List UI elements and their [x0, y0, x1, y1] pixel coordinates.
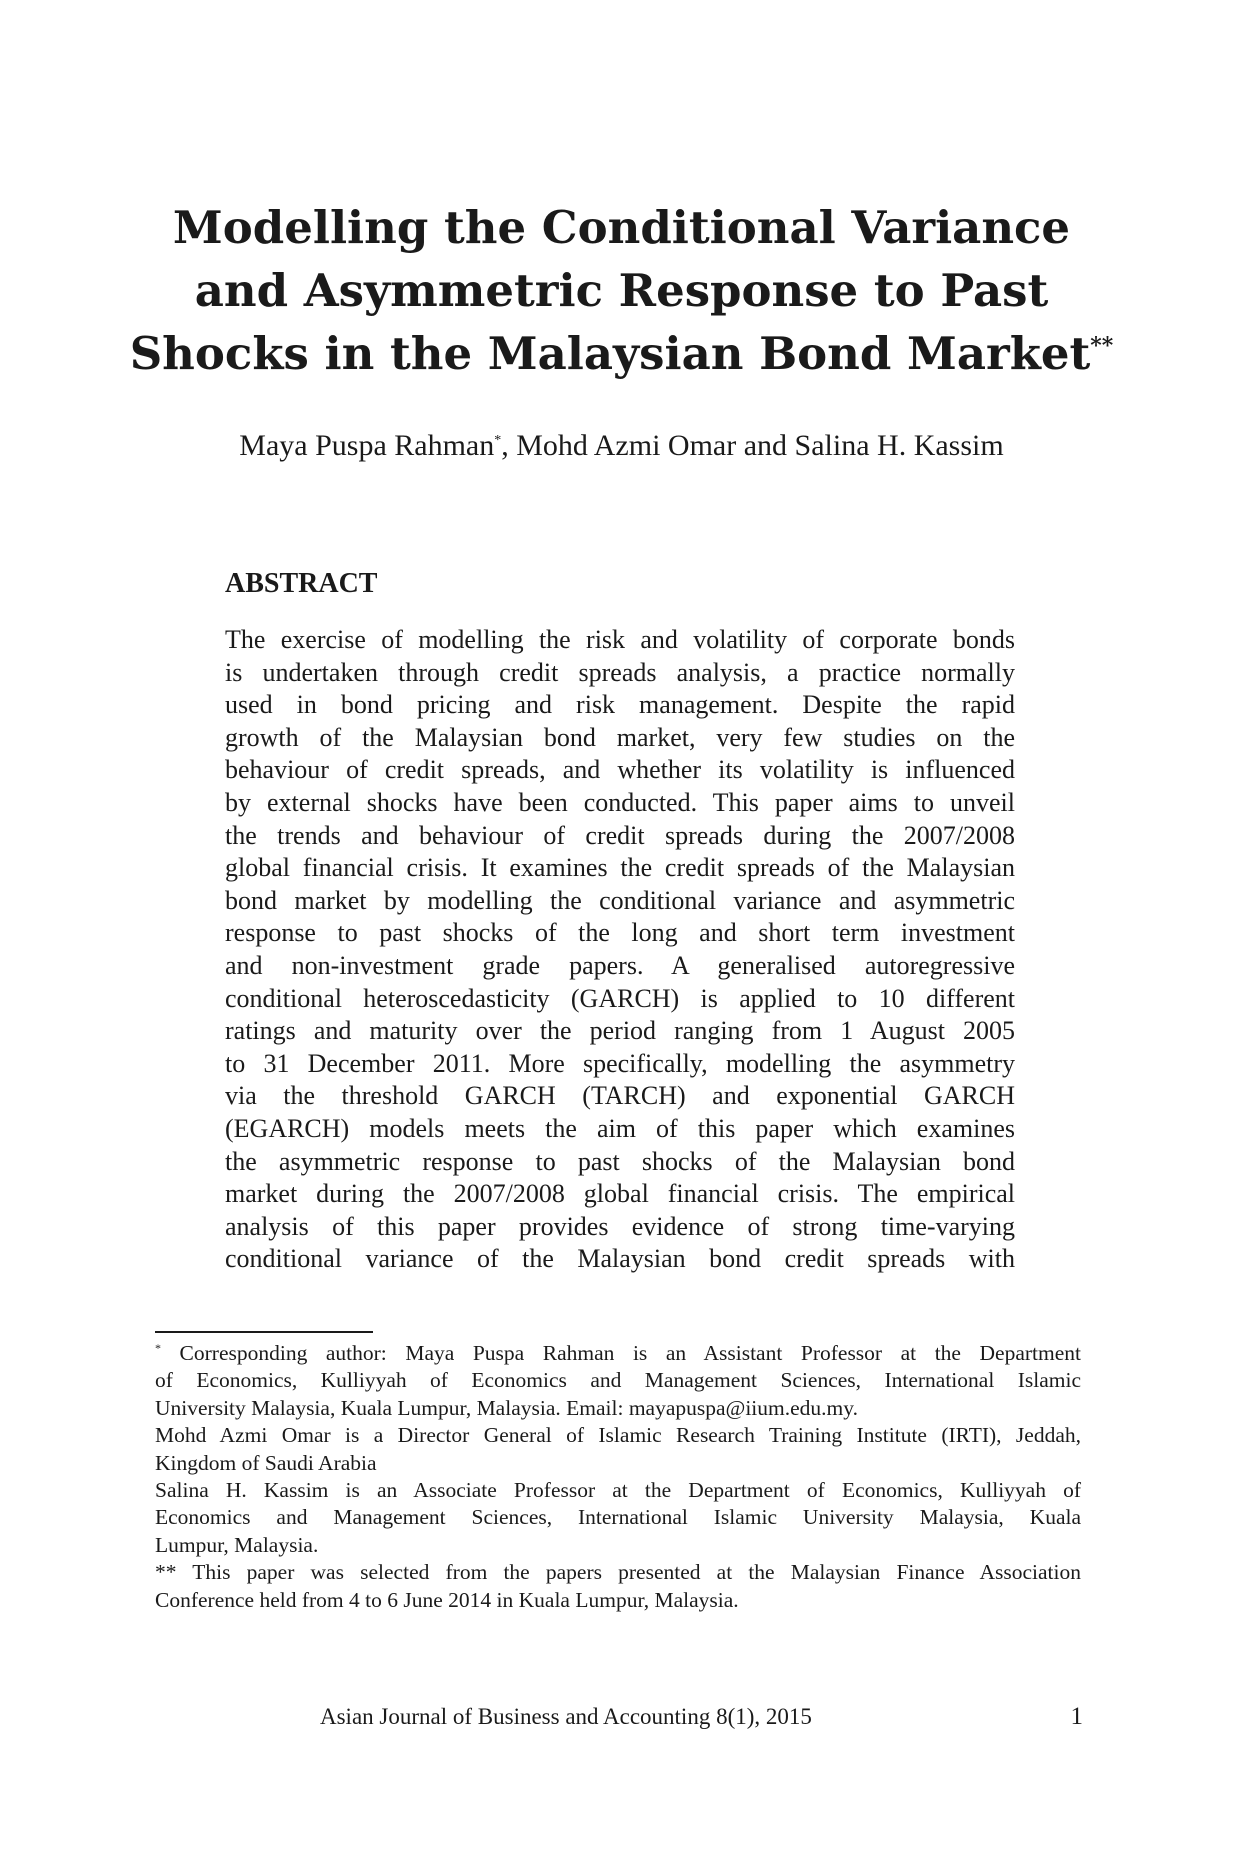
- footnote-line: Salina H. Kassim is an Associate Professor at the Department of Economics, Kulliyyah of: [155, 1477, 1081, 1502]
- footnote-line: Kingdom of Saudi Arabia: [155, 1450, 377, 1475]
- footnote-divider: [155, 1331, 373, 1333]
- title-line: [100, 322, 1143, 385]
- title-line: Modelling the Conditional Variance: [172, 201, 1071, 254]
- footnote-line: of Economics, Kulliyyah of Economics and Management Sciences, International Islamic: [155, 1368, 1081, 1393]
- footnote-line: ** This paper was selected from the papers presented at the Malaysian Finance Association: [155, 1560, 1081, 1585]
- paper-title: [100, 196, 1143, 385]
- abstract-line: market during the 2007/2008 global financial crisis. The empirical: [225, 1179, 1015, 1209]
- abstract-line: analysis of this paper provides evidence of strong time-varying: [225, 1211, 1015, 1241]
- journal-citation: Asian Journal of Business and Accounting 8(1), 2015: [320, 1704, 812, 1729]
- footnote-line: Conference held from 4 to 6 June 2014 in Kuala Lumpur, Malaysia.: [155, 1587, 739, 1612]
- footnote-line: Economics and Management Sciences, International Islamic University Malaysia, Kuala: [155, 1505, 1081, 1530]
- abstract-line: the trends and behaviour of credit spreads during the 2007/2008: [225, 820, 1015, 850]
- abstract-line: bond market by modelling the conditional variance and asymmetric: [225, 885, 1015, 915]
- footnote-line: Lumpur, Malaysia.: [155, 1532, 319, 1557]
- author-list: [100, 426, 1143, 466]
- footnote-line: Mohd Azmi Omar is a Director General of Islamic Research Training Institute (IRTI), Jeddah,: [155, 1423, 1081, 1448]
- page-number: 1: [1070, 1703, 1083, 1730]
- corresponding-author-marker: *: [494, 433, 502, 448]
- footnotes: [155, 1340, 1081, 1614]
- abstract-line: response to past shocks of the long and short term investment: [225, 918, 1015, 948]
- abstract-line: growth of the Malaysian bond market, very few studies on the: [225, 722, 1015, 752]
- abstract-heading: ABSTRACT: [225, 568, 378, 599]
- abstract-line: via the threshold GARCH (TARCH) and exponential GARCH: [225, 1081, 1015, 1111]
- footnote-line: University Malaysia, Kuala Lumpur, Malaysia. Email: mayapuspa@iium.edu.my.: [155, 1395, 859, 1420]
- abstract-line: ratings and maturity over the period ranging from 1 August 2005: [225, 1016, 1015, 1046]
- abstract-line: behaviour of credit spreads, and whether its volatility is influenced: [225, 755, 1015, 785]
- abstract-line: conditional variance of the Malaysian bond credit spreads with: [225, 1244, 1015, 1274]
- title-footnote-marker: **: [1090, 333, 1114, 359]
- title-line: and Asymmetric Response to Past: [194, 264, 1049, 317]
- abstract-line: the asymmetric response to past shocks of the Malaysian bond: [225, 1146, 1015, 1176]
- abstract-line: and non-investment grade papers. A generalised autoregressive: [225, 950, 1015, 980]
- abstract-body: [225, 624, 1015, 1276]
- abstract-line: by external shocks have been conducted. This paper aims to unveil: [225, 787, 1015, 817]
- abstract-line: used in bond pricing and risk management. Despite the rapid: [225, 690, 1015, 720]
- footnote-text: Corresponding author: Maya Puspa Rahman is an Assistant Professor at the Department: [161, 1341, 1081, 1365]
- abstract-line: to 31 December 2011. More specifically, modelling the asymmetry: [225, 1048, 1015, 1078]
- title-line-text: Shocks in the Malaysian Bond Market: [129, 327, 1091, 380]
- author-name: Maya Puspa Rahman: [239, 429, 495, 462]
- abstract-line: conditional heteroscedasticity (GARCH) is applied to 10 different: [225, 983, 1015, 1013]
- abstract-line: global financial crisis. It examines the credit spreads of the Malaysian: [225, 853, 1015, 883]
- abstract-line: The exercise of modelling the risk and volatility of corporate bonds: [225, 625, 1015, 654]
- author-names-rest: , Mohd Azmi Omar and Salina H. Kassim: [501, 429, 1004, 462]
- footnote-marker: *: [155, 1340, 161, 1355]
- abstract-line: is undertaken through credit spreads analysis, a practice normally: [225, 657, 1015, 687]
- footnote-line: [155, 1340, 1081, 1367]
- abstract-line: (EGARCH) models meets the aim of this paper which examines: [225, 1113, 1015, 1143]
